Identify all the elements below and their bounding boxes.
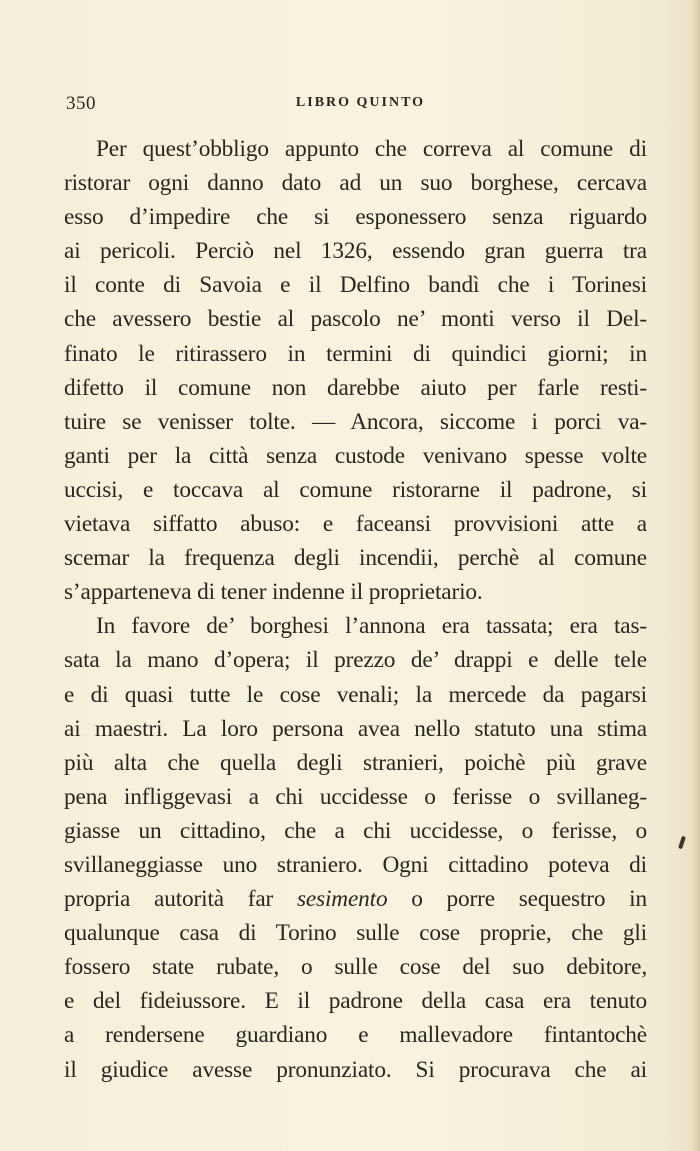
text-line: Per quest’obbligo appunto che correva al comune di xyxy=(96,136,647,162)
text-line: qualunque casa di Torino sulle cose proprie, che gli xyxy=(64,920,647,947)
text-line: svillaneggiasse uno straniero. Ogni cittadino poteva di xyxy=(64,851,647,878)
text-line: pena infliggevasi a chi uccidesse o ferisse o svillaneg- xyxy=(64,783,647,810)
text-line: e del fideiussore. E il padrone della casa era tenuto xyxy=(64,988,647,1015)
text-line: ai maestri. La loro persona avea nello statuto una stima xyxy=(64,715,647,742)
text-line: tuire se venisser tolte. — Ancora, siccome i porci va- xyxy=(64,408,647,435)
text-line: fossero state rubate, o sulle cose del suo debitore, xyxy=(64,954,647,981)
text-line: ai pericoli. Perciò nel 1326, essendo gran guerra tra xyxy=(64,238,647,265)
text-line: In favore de’ borghesi l’annona era tassata; era tas- xyxy=(96,613,647,640)
margin-ink-mark xyxy=(678,836,686,850)
text-line: vietava siffatto abuso: e faceansi provvisioni atte a xyxy=(64,511,647,538)
text-line: giasse un cittadino, che a chi uccidesse, o ferisse, o xyxy=(64,817,647,844)
text-line: difetto il comune non darebbe aiuto per farle resti- xyxy=(64,374,647,401)
text-line: più alta che quella degli stranieri, poichè più grave xyxy=(64,749,647,776)
body-text xyxy=(64,132,647,1087)
text-line: il giudice avesse pronunziato. Si procurava che ai xyxy=(64,1056,647,1083)
text-line: uccisi, e toccava al comune ristorarne il padrone, si xyxy=(64,476,647,503)
italic-term: sesimento xyxy=(296,886,388,913)
text-line: e di quasi tutte le cose venali; la mercede da pagarsi xyxy=(64,681,647,708)
running-head: LIBRO QUINTO xyxy=(295,95,426,110)
text-line: esso d’impedire che si esponessero senza riguardo xyxy=(64,204,647,231)
text-segment: o porre sequestro in xyxy=(387,886,647,913)
text-line: finato le ritirassero in termini di quindici giorni; in xyxy=(64,340,647,367)
page-header xyxy=(64,93,647,115)
text-line: scemar la frequenza degli incendii, perchè al comune xyxy=(64,545,647,572)
text-line-with-italic xyxy=(64,882,647,916)
text-line: sata la mano d’opera; il prezzo de’ drappi e delle tele xyxy=(64,647,647,674)
text-line: ristorar ogni danno dato ad un suo borghese, cercava xyxy=(64,170,647,197)
text-line: a rendersene guardiano e mallevadore fintantochè xyxy=(64,1022,647,1049)
text-line: ganti per la città senza custode venivano spesse volte xyxy=(64,442,647,469)
text-line: che avessero bestie al pascolo ne’ monti verso il Del- xyxy=(64,306,647,333)
text-line: il conte di Savoia e il Delfino bandì che i Torinesi xyxy=(64,272,647,299)
text-line: s’apparteneva di tener indenne il proprietario. xyxy=(64,579,483,606)
text-segment: propria autorità far xyxy=(64,886,297,913)
page-number: 350 xyxy=(66,93,96,114)
page-edge-shadow xyxy=(692,0,700,1151)
